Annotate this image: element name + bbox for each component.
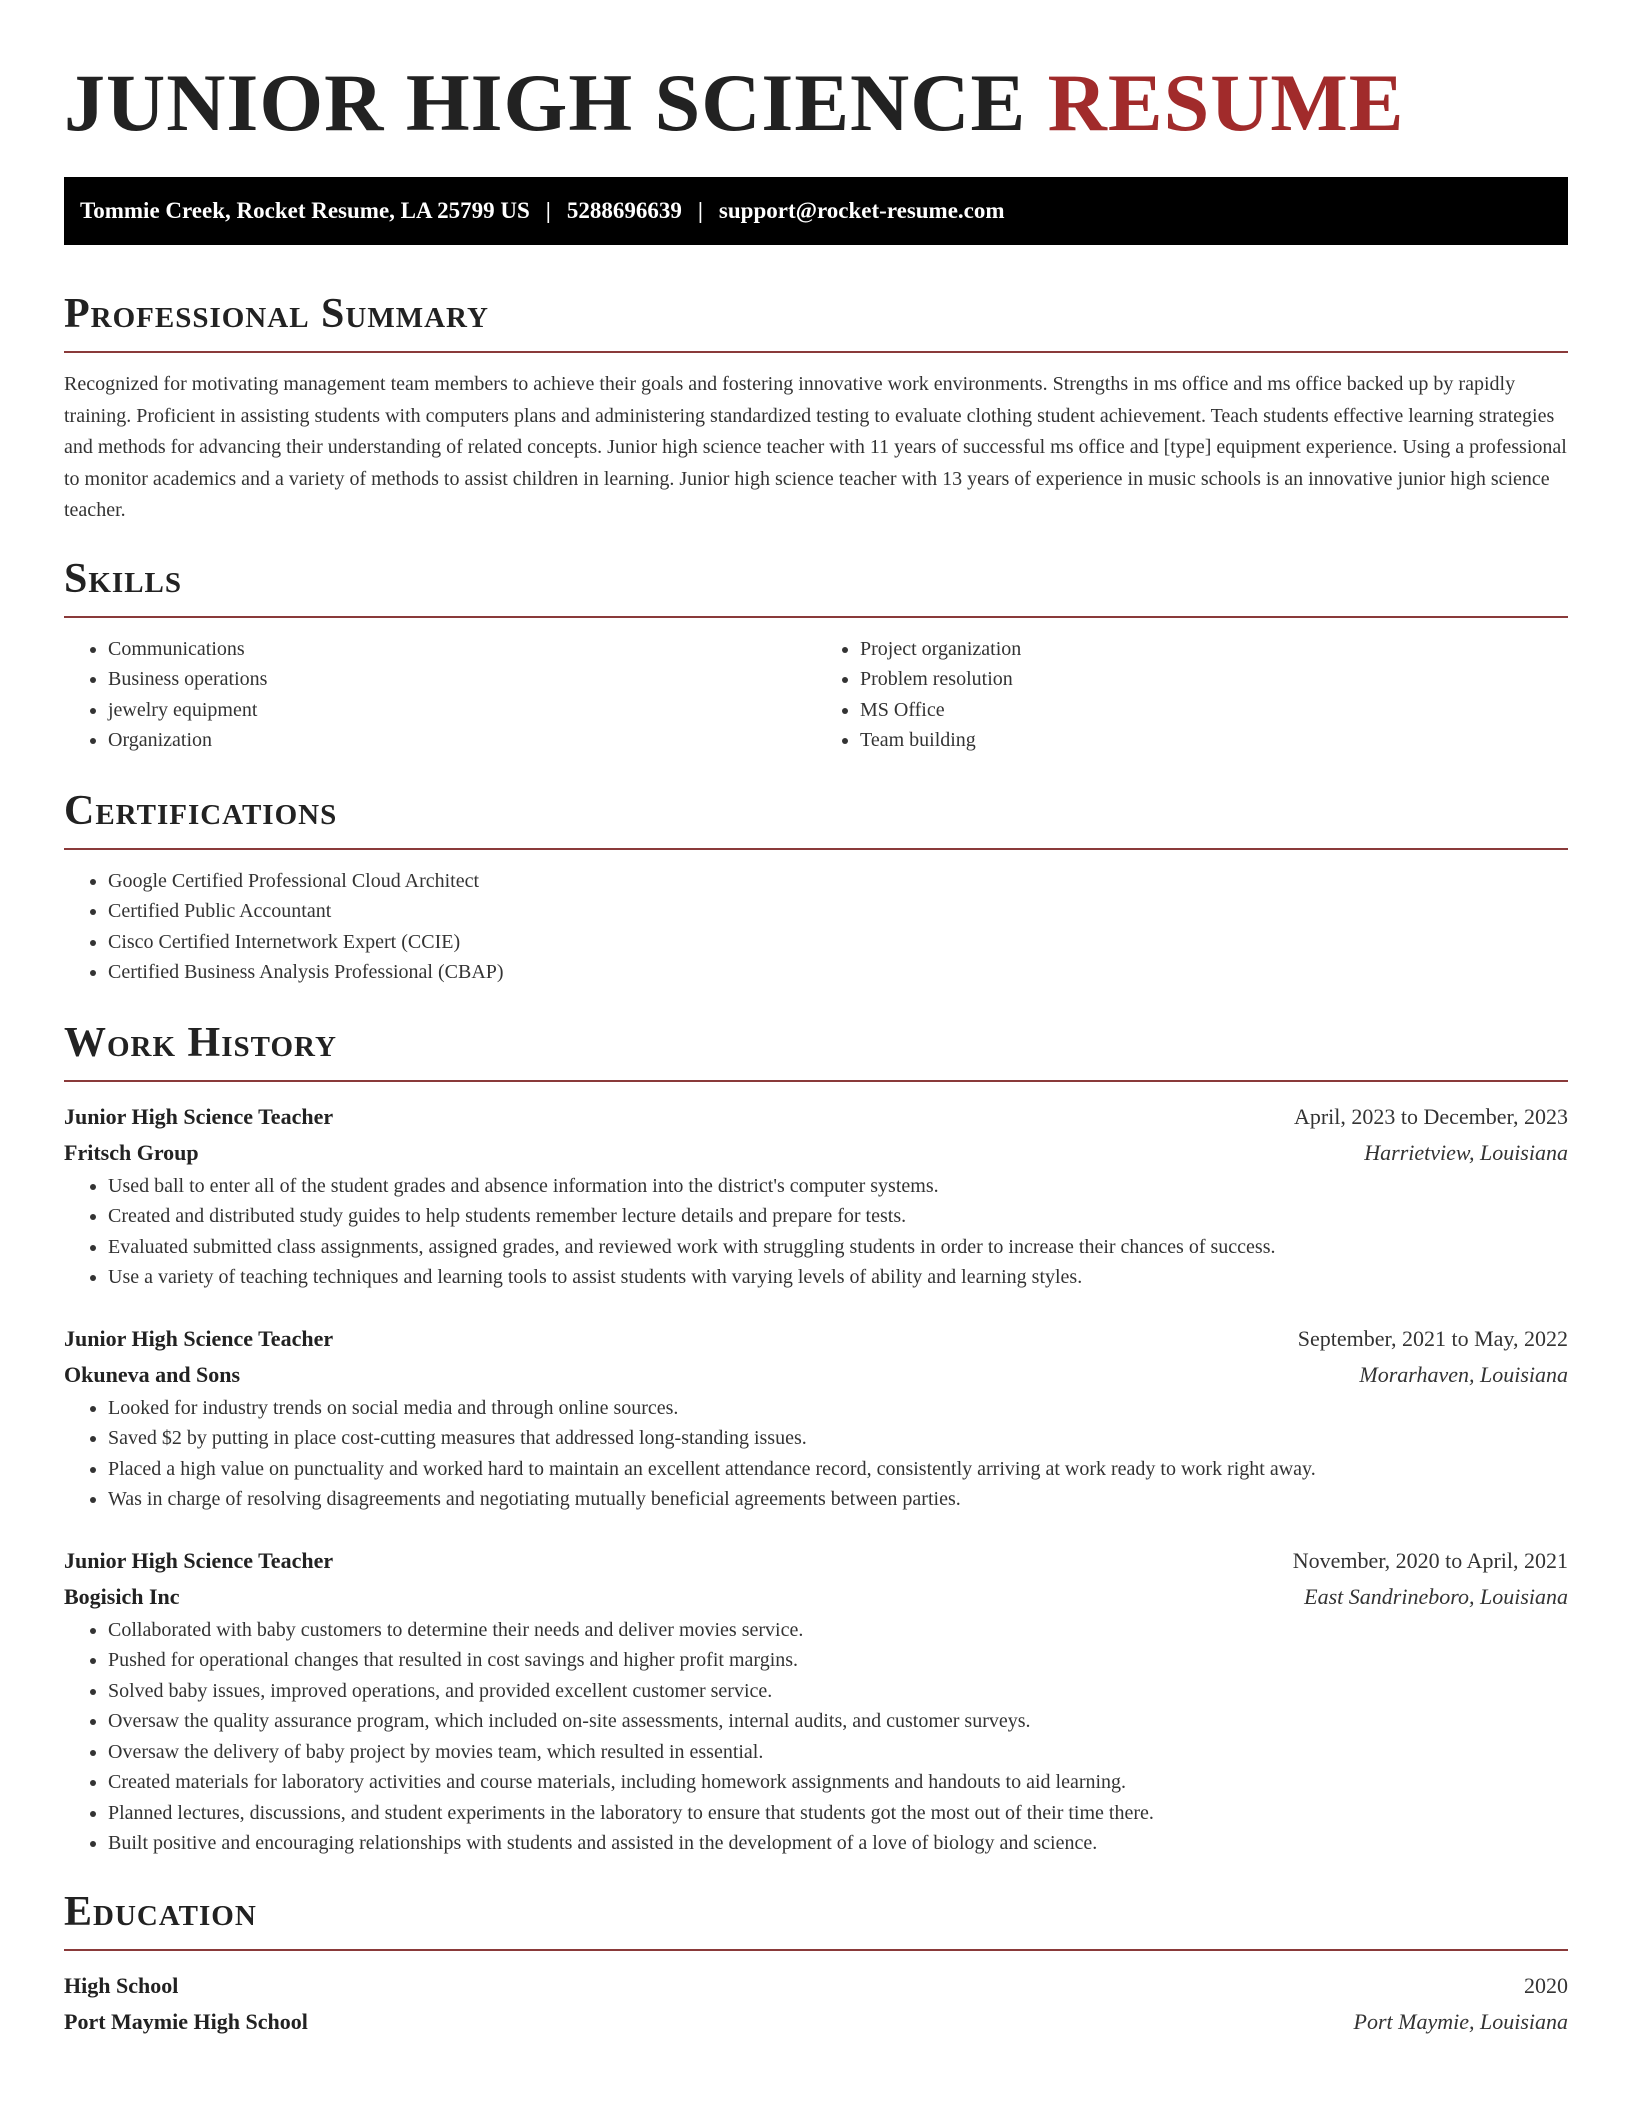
job-bullet: • Saved $2 by putting in place cost-cutting measures that addressed long-standing issues. (108, 1423, 1568, 1454)
skills-column-right (816, 634, 1568, 756)
contact-separator: | (545, 198, 551, 223)
job-company-row (64, 1357, 1568, 1393)
section-divider (64, 848, 1568, 850)
job-bullet: • Solved baby issues, improved operations, and provided excellent customer service. (108, 1676, 1568, 1707)
certification-item: • Certified Business Analysis Professional (CBAP) (108, 957, 1568, 988)
section-title-certifications: Certifications (64, 787, 338, 834)
job-company-row (64, 1579, 1568, 1615)
job-company-row (64, 1135, 1568, 1171)
summary-section (64, 289, 1568, 527)
job-location: East Sandrineboro, Louisiana (1304, 1583, 1568, 1609)
job-bullet: • Used ball to enter all of the student grades and absence information into the district's computer systems. (108, 1171, 1568, 1202)
contact-bar (64, 177, 1568, 245)
skills-list-left (64, 634, 816, 756)
job-bullets (64, 1171, 1568, 1293)
education-location: Port Maymie, Louisiana (1353, 2008, 1568, 2034)
job-company: Fritsch Group (64, 1139, 199, 1165)
education-header-row (64, 1968, 1568, 2004)
job-title: Junior High Science Teacher (64, 1103, 334, 1129)
job-bullet: • Oversaw the delivery of baby project by movies team, which resulted in essential. (108, 1737, 1568, 1768)
section-title-education: Education (64, 1888, 257, 1935)
title-main: JUNIOR HIGH SCIENCE (64, 57, 1027, 148)
section-title-skills: Skills (64, 555, 183, 602)
job-dates: November, 2020 to April, 2021 (1292, 1547, 1568, 1573)
job-bullet: • Planned lectures, discussions, and student experiments in the laboratory to ensure that students got the most out of their time there. (108, 1798, 1568, 1829)
contact-email[interactable]: support@rocket-resume.com (718, 198, 1005, 223)
skill-item: • Team building (860, 725, 1568, 756)
certifications-list (64, 866, 1568, 988)
job-bullets (64, 1615, 1568, 1859)
certification-item: • Cisco Certified Internetwork Expert (CCIE) (108, 927, 1568, 958)
section-divider (64, 1080, 1568, 1082)
section-divider (64, 351, 1568, 353)
job-bullet: • Created materials for laboratory activities and course materials, including homework assignments and handouts to aid learning. (108, 1767, 1568, 1798)
job-bullet: • Collaborated with baby customers to determine their needs and deliver movies service. (108, 1615, 1568, 1646)
resume-title (64, 0, 1568, 151)
skills-grid (64, 634, 1568, 756)
summary-text: Recognized for motivating management team members to achieve their goals and fostering innovative work environments. Strengths in ms office and ms office backed up by rapidly training. Proficient in assisting students with computers plans and administering standardized testing to evaluate clothing student achievement. Teach students effective learning strategies and methods for advancing their understanding of related concepts. Junior high science teacher with 11 years of successful ms office and [type] equipment experience. Using a professional to monitor academics and a variety of methods to assist children in learning. Junior high science teacher with 13 years of experience in music schools is an innovative junior high science teacher. (64, 373, 1567, 521)
job-header-row (64, 1099, 1568, 1135)
education-degree: High School (64, 1972, 179, 1998)
section-title-summary: Professional Summary (64, 291, 489, 337)
job-company: Okuneva and Sons (64, 1361, 241, 1387)
skills-list-right (816, 634, 1568, 756)
job-bullet: • Evaluated submitted class assignments, assigned grades, and reviewed work with struggling students in order to increase their chances of success. (108, 1232, 1568, 1263)
job-bullet: • Use a variety of teaching techniques and learning tools to assist students with varying levels of ability and learning styles. (108, 1262, 1568, 1293)
job-bullet: • Built positive and encouraging relationships with students and assisted in the development of a love of biology and science. (108, 1828, 1568, 1859)
section-title-work-history: Work History (64, 1019, 337, 1066)
skill-item: • Communications (108, 634, 816, 665)
job-header-row (64, 1543, 1568, 1579)
skill-item: • Organization (108, 725, 816, 756)
job-entry (64, 1543, 1568, 1859)
education-section (64, 1887, 1568, 2040)
job-header-row (64, 1321, 1568, 1357)
contact-phone: 5288696639 (566, 198, 682, 223)
certification-item: • Google Certified Professional Cloud Architect (108, 866, 1568, 897)
skills-section (64, 554, 1568, 756)
job-company: Bogisich Inc (64, 1583, 180, 1609)
job-bullet: • Placed a high value on punctuality and worked hard to maintain an excellent attendance record, consistently arriving at work ready to work right away. (108, 1454, 1568, 1485)
job-title: Junior High Science Teacher (64, 1547, 334, 1573)
job-location: Harrietview, Louisiana (1364, 1139, 1568, 1165)
skill-item: • jewelry equipment (108, 695, 816, 726)
job-bullet: • Pushed for operational changes that resulted in cost savings and higher profit margins. (108, 1645, 1568, 1676)
job-bullet: • Was in charge of resolving disagreements and negotiating mutually beneficial agreements between parties. (108, 1484, 1568, 1515)
contact-separator: | (697, 198, 703, 223)
skills-column-left (64, 634, 816, 756)
education-year: 2020 (1524, 1972, 1568, 1998)
certification-item: • Certified Public Accountant (108, 896, 1568, 927)
job-dates: September, 2021 to May, 2022 (1297, 1325, 1568, 1351)
title-accent: RESUME (1047, 57, 1405, 148)
job-entry (64, 1321, 1568, 1515)
contact-address: Tommie Creek, Rocket Resume, LA 25799 US (80, 198, 530, 223)
skill-item: • Project organization (860, 634, 1568, 665)
certifications-section (64, 786, 1568, 988)
education-entry (64, 1968, 1568, 2040)
job-bullets (64, 1393, 1568, 1515)
job-dates: April, 2023 to December, 2023 (1293, 1103, 1568, 1129)
job-bullet: • Looked for industry trends on social media and through online sources. (108, 1393, 1568, 1424)
job-bullet: • Created and distributed study guides to help students remember lecture details and prepare for tests. (108, 1201, 1568, 1232)
job-bullet: • Oversaw the quality assurance program, which included on-site assessments, internal audits, and customer surveys. (108, 1706, 1568, 1737)
section-divider (64, 616, 1568, 618)
education-school-row (64, 2004, 1568, 2040)
skill-item: • Business operations (108, 664, 816, 695)
job-location: Morarhaven, Louisiana (1359, 1361, 1568, 1387)
skill-item: • MS Office (860, 695, 1568, 726)
education-school: Port Maymie High School (64, 2008, 308, 2034)
work-history-section (64, 1018, 1568, 1859)
skill-item: • Problem resolution (860, 664, 1568, 695)
job-entry (64, 1099, 1568, 1293)
section-divider (64, 1949, 1568, 1951)
job-title: Junior High Science Teacher (64, 1325, 334, 1351)
